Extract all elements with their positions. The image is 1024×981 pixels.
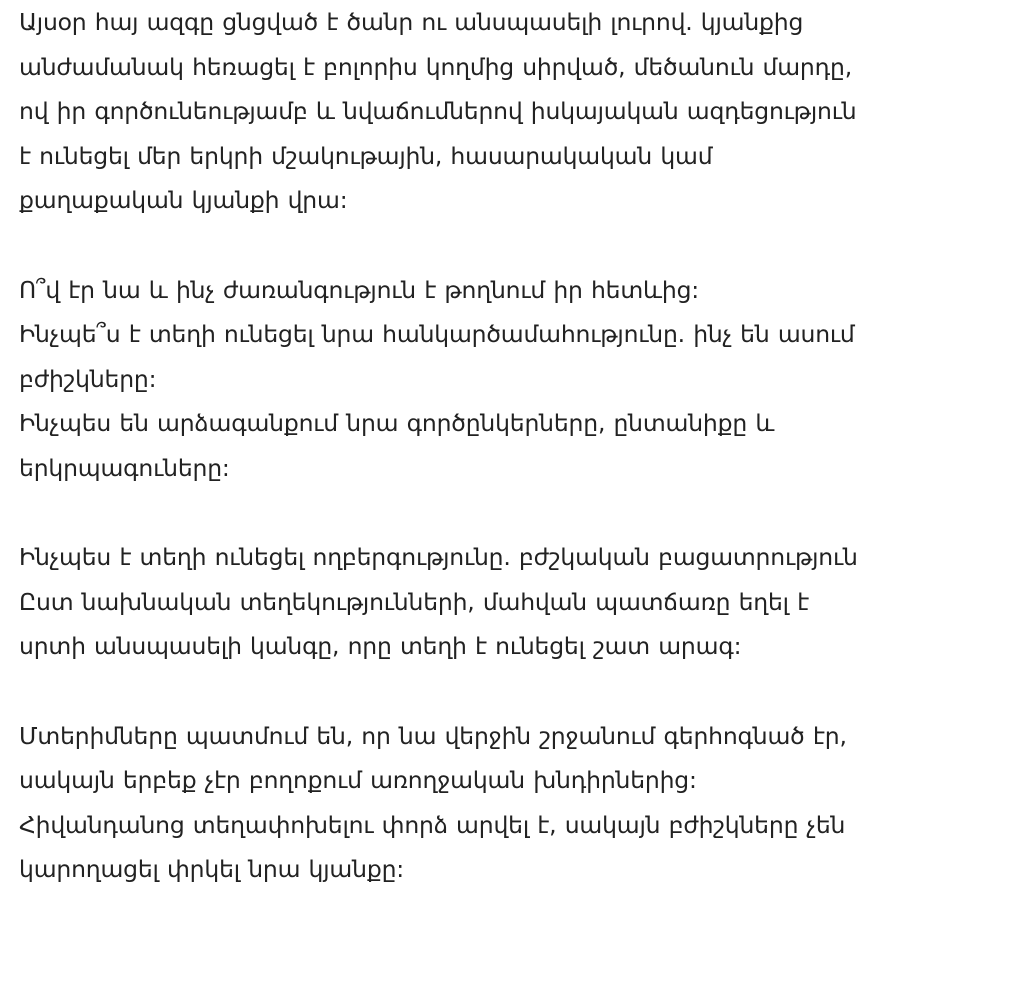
text-line: Ինչպես է տեղի ունեցել ողբերգությունը. բժշկական բացատրություն xyxy=(19,543,858,572)
text-line: սակայն երբեք չէր բողոքում առողջական խնդիրներից: xyxy=(19,766,697,795)
text-line: Ըստ նախնական տեղեկությունների, մահվան պատճառը եղել է xyxy=(19,587,810,616)
text-line: սրտի անսպասելի կանգը, որը տեղի է ունեցել շատ արագ: xyxy=(19,632,742,661)
article-body xyxy=(19,0,1009,892)
text-line: երկրպագուները: xyxy=(19,453,230,482)
text-line: Ինչպե՞ս է տեղի ունեցել նրա հանկարծամահությունը. ինչ են ասում xyxy=(19,320,855,349)
text-line: Այսօր հայ ազգը ցնցված է ծանր ու անսպասելի լուրով. կյանքից xyxy=(19,8,804,36)
text-line: բժիշկները: xyxy=(19,364,157,393)
paragraph-relatives xyxy=(19,714,1009,892)
text-line: Մտերիմները պատմում են, որ նա վերջին շրջանում գերհոգնած էր, xyxy=(19,721,847,750)
text-line: է ունեցել մեր երկրի մշակութային, հասարակական կամ xyxy=(19,141,713,170)
text-line: Ինչպես են արձագանքում նրա գործընկերները, ընտանիքը և xyxy=(19,409,775,438)
paragraph-intro xyxy=(19,0,1009,223)
text-line: կարողացել փրկել նրա կյանքը: xyxy=(19,855,404,884)
text-line: ով իր գործունեությամբ և նվաճումներով իսկայական ազդեցություն xyxy=(19,97,857,126)
text-line: Հիվանդանոց տեղափոխելու փորձ արվել է, սակայն բժիշկները չեն xyxy=(19,810,846,839)
paragraph-medical xyxy=(19,535,1009,669)
paragraph-questions xyxy=(19,268,1009,491)
text-line: քաղաքական կյանքի վրա: xyxy=(19,186,348,215)
text-line: Ո՞վ էր նա և ինչ ժառանգություն է թողնում իր հետևից: xyxy=(19,275,700,304)
text-line: անժամանակ հեռացել է բոլորիս կողմից սիրված, մեծանուն մարդը, xyxy=(19,52,852,81)
